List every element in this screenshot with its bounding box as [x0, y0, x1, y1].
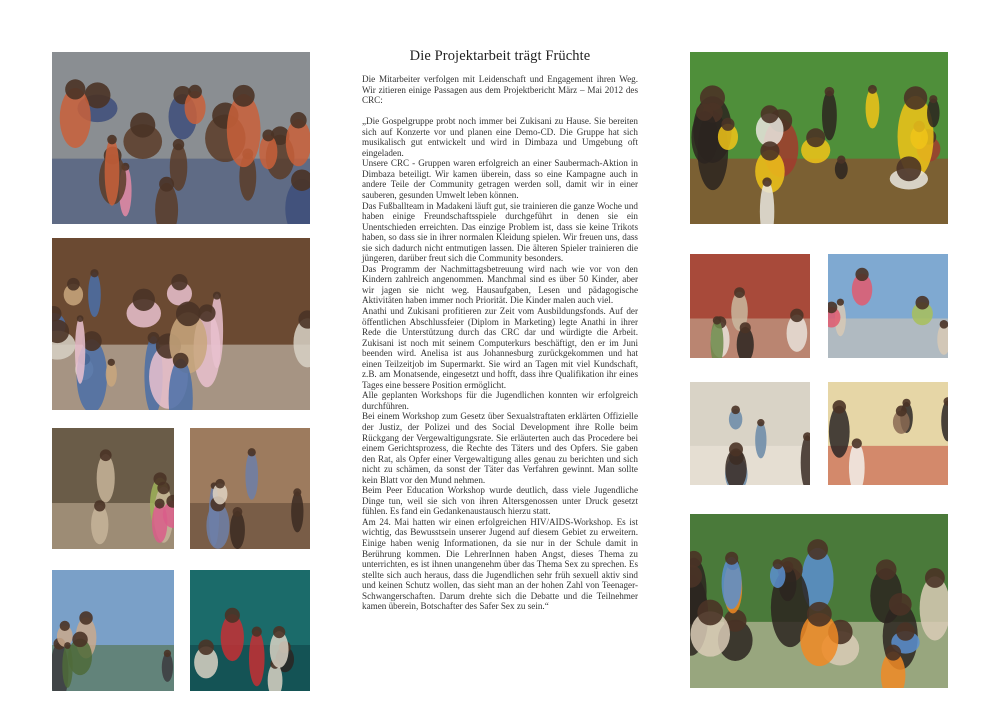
intro-paragraph: Die Mitarbeiter verfolgen mit Leidenschaft und Engagement ihren Weg. Wir zitieren einige Passagen aus dem Projektbericht März – Mai 2012 des CRC: [362, 74, 638, 106]
paragraph-peer-education: Beim Peer Education Workshop wurde deutlich, dass viele Jugendliche Dinge tun, weil sie sich von ihren Altersgenossen unter Druck gesetzt fühlen. Es fand ein Gedankenaustausch hierzu statt. [362, 485, 638, 517]
photo-boy-at-keyboard [190, 570, 310, 691]
photo-group-celebration [690, 52, 948, 224]
paragraph-workshops: Alle geplanten Workshops für die Jugendlichen konnten wir erfolgreich durchführen. [362, 390, 638, 411]
paragraph-hiv-aids: Am 24. Mai hatten wir einen erfolgreichen HIV/AIDS-Workshop. Es ist wichtig, das Bewusstsein unserer Jugend auf diesem Gebiet zu erweitern. Einige haben wenig Informationen, da sie nur in der Schule damit in Berührung kommen. Die LehrerInnen haben Angst, dieses Thema zu unterrichten, es ist ihnen unangenehm über das Thema Sex zu sprechen. Es stellte sich auch heraus, dass die Jugendlichen sehr früh sexuell aktiv sind und keinen Schutz wollen, das sieht man an der hohen Zahl von Teenager-Schwangerschaften. Darum drehte sich die Debatte und die Teilnehmer kamen überein, Botschafter des Safer Sex zu sein.“ [362, 516, 638, 612]
photo-volunteers-meeting [52, 570, 174, 691]
paragraph-afternoon-care: Das Programm der Nachmittagsbetreuung wird nach wie vor von den Kindern zahlreich angenommen. Manchmal sind es über 50 Kinder, aber wir jagen sie nicht weg. Hausaufgaben, Lesen und pädagogische Aktivitäten haben immer noch Priorität. Die Kinder malen auch viel. [362, 263, 638, 306]
paragraph-sexual-offences: Bei einem Workshop zum Gesetz über Sexualstraftaten erklärten Offizielle der Justiz, der Polizei und des Social Development ihre Rolle beim Rückgang der Vergewaltigungsrate. Sie erläuterten auch das Procedere bei einem Gerichtsprozess, die Rechte des Täters und des Opfers. Sie gaben den Rat, als Opfer einer Vergewaltigung alles genau zu berichten und sich nicht zu schämen, da sonst der Täter das Verfahren gewinnt. Man sollte kein Blatt vor den Mund nehmen. [362, 411, 638, 485]
paragraph-training-fund: Anathi und Zukisani profitieren zur Zeit vom Ausbildungsfonds. Auf der öffentlichen Abschlussfeier (Diplom in Marketing) legte Anathi in ihrer Rede die Unterstützung durch das CRC dar und würdigte die Arbeit. Zukisani ist noch mit seinem Computerkurs beschäftigt, den er im Juni beenden wird. Anelisa ist aus Johannesburg zurückgekommen und hat einen Teilzeitjob im Supermarkt. Sie wird an Tagen mit viel Kundschaft, z.B. am Monatsende, eingesetzt und hofft, dass ihre Qualifikation ihr eines Tages eine bessere Position ermöglicht. [362, 305, 638, 390]
photo-children-outdoors [828, 254, 948, 358]
paragraph-football: Das Fußballteam in Madakeni läuft gut, sie trainieren die ganze Woche und haben einige Freundschaftsspiele durchgeführt in denen sie ein Unentschieden erreichten. Das einzige Problem ist, dass sie keine Trikots haben, so dass sie in ihrer normalen Kleidung spielen. Wir freuen uns, dass sie sich dadurch nicht entmutigen lassen. Die älteren Spieler trainieren die jüngeren, darüber freut sich die Community besonders. [362, 200, 638, 264]
photo-dancers-outdoors [690, 254, 810, 358]
photo-children-eating [690, 514, 948, 688]
photo-children-row [52, 52, 310, 224]
photo-women-group [52, 428, 174, 549]
photo-classroom-dance [690, 382, 810, 485]
page-title: Die Projektarbeit trägt Früchte [409, 48, 591, 64]
article-body [362, 74, 638, 612]
paragraph-cleanup: Unsere CRC - Gruppen waren erfolgreich an einer Saubermach-Aktion in Dimbaza beteiligt. Wir kamen überein, dass so eine Kampagne auch in andere Teile der Community getragen werden soll, damit wir in einer sauberen, gesunden Umwelt leben können. [362, 158, 638, 200]
photo-girl-with-baby [190, 428, 310, 549]
photo-workshop-women [828, 382, 948, 485]
photo-children-closeup [52, 238, 310, 410]
paragraph-gospel: „Die Gospelgruppe probt noch immer bei Zukisani zu Hause. Sie bereiten sich auf Konzerte vor und planen eine Demo-CD. Die Gruppe hat sich musikalisch gut entwickelt und wird in Dimbaza und Umgebung oft eingeladen. [362, 116, 638, 158]
